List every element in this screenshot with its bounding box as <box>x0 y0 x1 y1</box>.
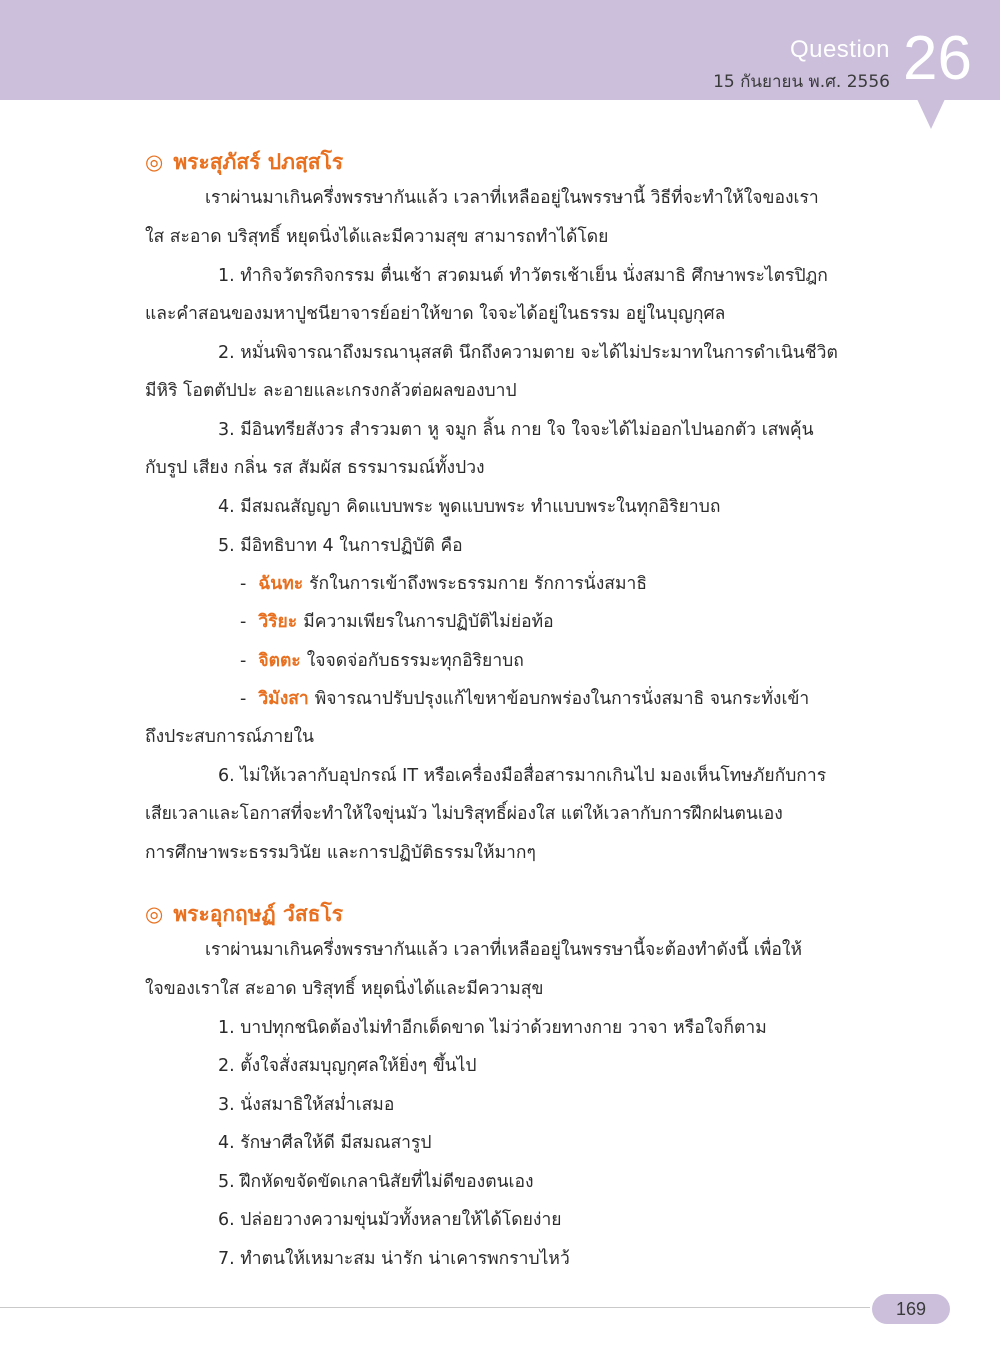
dash-mark: - <box>240 574 247 594</box>
page-number: 169 <box>872 1294 950 1324</box>
section1-bullet-icon: ◎ <box>145 150 164 174</box>
header-pointer <box>917 99 945 129</box>
iddhipada-keyword: วิมังสา <box>258 689 309 709</box>
question-date: 15 กันยายน พ.ศ. 2556 <box>713 72 890 92</box>
iddhipada-text: ใจจดจ่อกับธรรมะทุกอิริยาบถ <box>306 651 524 671</box>
section1-item6-line: เสียเวลาและโอกาสที่จะทำให้ใจขุ่นมัว ไม่บริสุทธิ์ผ่องใส แต่ให้เวลากับการฝึกฝนตนเอง <box>145 804 783 824</box>
section2-list-item: 6. ปล่อยวางความขุ่นมัวทั้งหลายให้ได้โดยง่าย <box>218 1210 562 1230</box>
section1-item5-line: 5. มีอิทธิบาท 4 ในการปฏิบัติ คือ <box>218 536 463 556</box>
section2-list-item: 7. ทำตนให้เหมาะสม น่ารัก น่าเคารพกราบไหว้ <box>218 1249 570 1269</box>
section1-title <box>145 146 343 179</box>
section1-name: พระสุภัสร์ ปภสฺสโร <box>173 150 344 174</box>
section2-name: พระอุกฤษฏ์ วํสธโร <box>173 902 344 926</box>
section1-item6-line: 6. ไม่ให้เวลากับอุปกรณ์ IT หรือเครื่องมือสื่อสารมากเกินไป มองเห็นโทษภัยกับการ <box>218 766 827 786</box>
section2-title <box>145 898 343 931</box>
iddhipada-text: รักในการเข้าถึงพระธรรมกาย รักการนั่งสมาธิ <box>309 574 648 594</box>
iddhipada-item <box>240 610 554 634</box>
dash-mark: - <box>240 689 247 709</box>
section1-item1-line: และคำสอนของมหาปูชนียาจารย์อย่าให้ขาด ใจจะได้อยู่ในธรรม อยู่ในบุญกุศล <box>145 304 726 324</box>
section2-list-item: 5. ฝึกหัดขจัดขัดเกลานิสัยที่ไม่ดีของตนเอง <box>218 1172 534 1192</box>
section1-item3-line: 3. มีอินทรียสังวร สำรวมตา หู จมูก ลิ้น กาย ใจ ใจจะได้ไม่ออกไปนอกตัว เสพคุ้น <box>218 420 814 440</box>
iddhipada-item <box>240 687 809 711</box>
section1-item2-line: 2. หมั่นพิจารณาถึงมรณานุสสติ นึกถึงความตาย จะได้ไม่ประมาทในการดำเนินชีวิต <box>218 343 838 363</box>
section1-item1-line: 1. ทำกิจวัตรกิจกรรม ตื่นเช้า สวดมนต์ ทำวัตรเช้าเย็น นั่งสมาธิ ศึกษาพระไตรปิฎก <box>218 266 828 286</box>
section2-list-item: 3. นั่งสมาธิให้สม่ำเสมอ <box>218 1095 395 1115</box>
section1-item4-line: 4. มีสมณสัญญา คิดแบบพระ พูดแบบพระ ทำแบบพระในทุกอิริยาบถ <box>218 497 721 517</box>
iddhipada-keyword: ฉันทะ <box>258 574 304 594</box>
dash-mark: - <box>240 612 247 632</box>
section1-item2-line: มีหิริ โอตตัปปะ ละอายและเกรงกลัวต่อผลของบาป <box>145 381 517 401</box>
section1-intro-line: เราผ่านมาเกินครึ่งพรรษากันแล้ว เวลาที่เหลืออยู่ในพรรษานี้ วิธีที่จะทำให้ใจของเรา <box>205 188 819 208</box>
section2-intro-line: เราผ่านมาเกินครึ่งพรรษากันแล้ว เวลาที่เหลืออยู่ในพรรษานี้จะต้องทำดังนี้ เพื่อให้ <box>205 940 803 960</box>
section2-intro-line: ใจของเราใส สะอาด บริสุทธิ์ หยุดนิ่งได้และมีความสุข <box>145 979 544 999</box>
iddhipada-text: มีความเพียรในการปฏิบัติไม่ย่อท้อ <box>303 612 554 632</box>
section2-list-item: 2. ตั้งใจสั่งสมบุญกุศลให้ยิ่งๆ ขึ้นไป <box>218 1056 477 1076</box>
iddhipada-item <box>240 572 647 596</box>
question-label: Question <box>789 36 890 63</box>
section1-item6-line: การศึกษาพระธรรมวินัย และการปฏิบัติธรรมให้มากๆ <box>145 843 536 863</box>
iddhipada-item <box>240 649 524 673</box>
iddhipada-text: พิจารณาปรับปรุงแก้ไขหาข้อบกพร่องในการนั่งสมาธิ จนกระทั่งเข้า <box>314 689 810 709</box>
section1-item3-line: กับรูป เสียง กลิ่น รส สัมผัส ธรรมารมณ์ทั้งปวง <box>145 458 485 478</box>
iddhipada-keyword: วิริยะ <box>258 612 298 632</box>
iddhipada-keyword: จิตตะ <box>258 651 301 671</box>
dash-mark: - <box>240 651 247 671</box>
section2-list-item: 4. รักษาศีลให้ดี มีสมณสารูป <box>218 1133 432 1153</box>
iddhipada-continuation: ถึงประสบการณ์ภายใน <box>145 727 315 747</box>
section2-list-item: 1. บาปทุกชนิดต้องไม่ทำอีกเด็ดขาด ไม่ว่าด้วยทางกาย วาจา หรือใจก็ตาม <box>218 1018 767 1038</box>
question-number: 26 <box>903 24 972 93</box>
section1-intro-line: ใส สะอาด บริสุทธิ์ หยุดนิ่งได้และมีความสุข สามารถทำได้โดย <box>145 227 609 247</box>
section2-bullet-icon: ◎ <box>145 902 164 926</box>
footer-rule <box>0 1307 870 1308</box>
